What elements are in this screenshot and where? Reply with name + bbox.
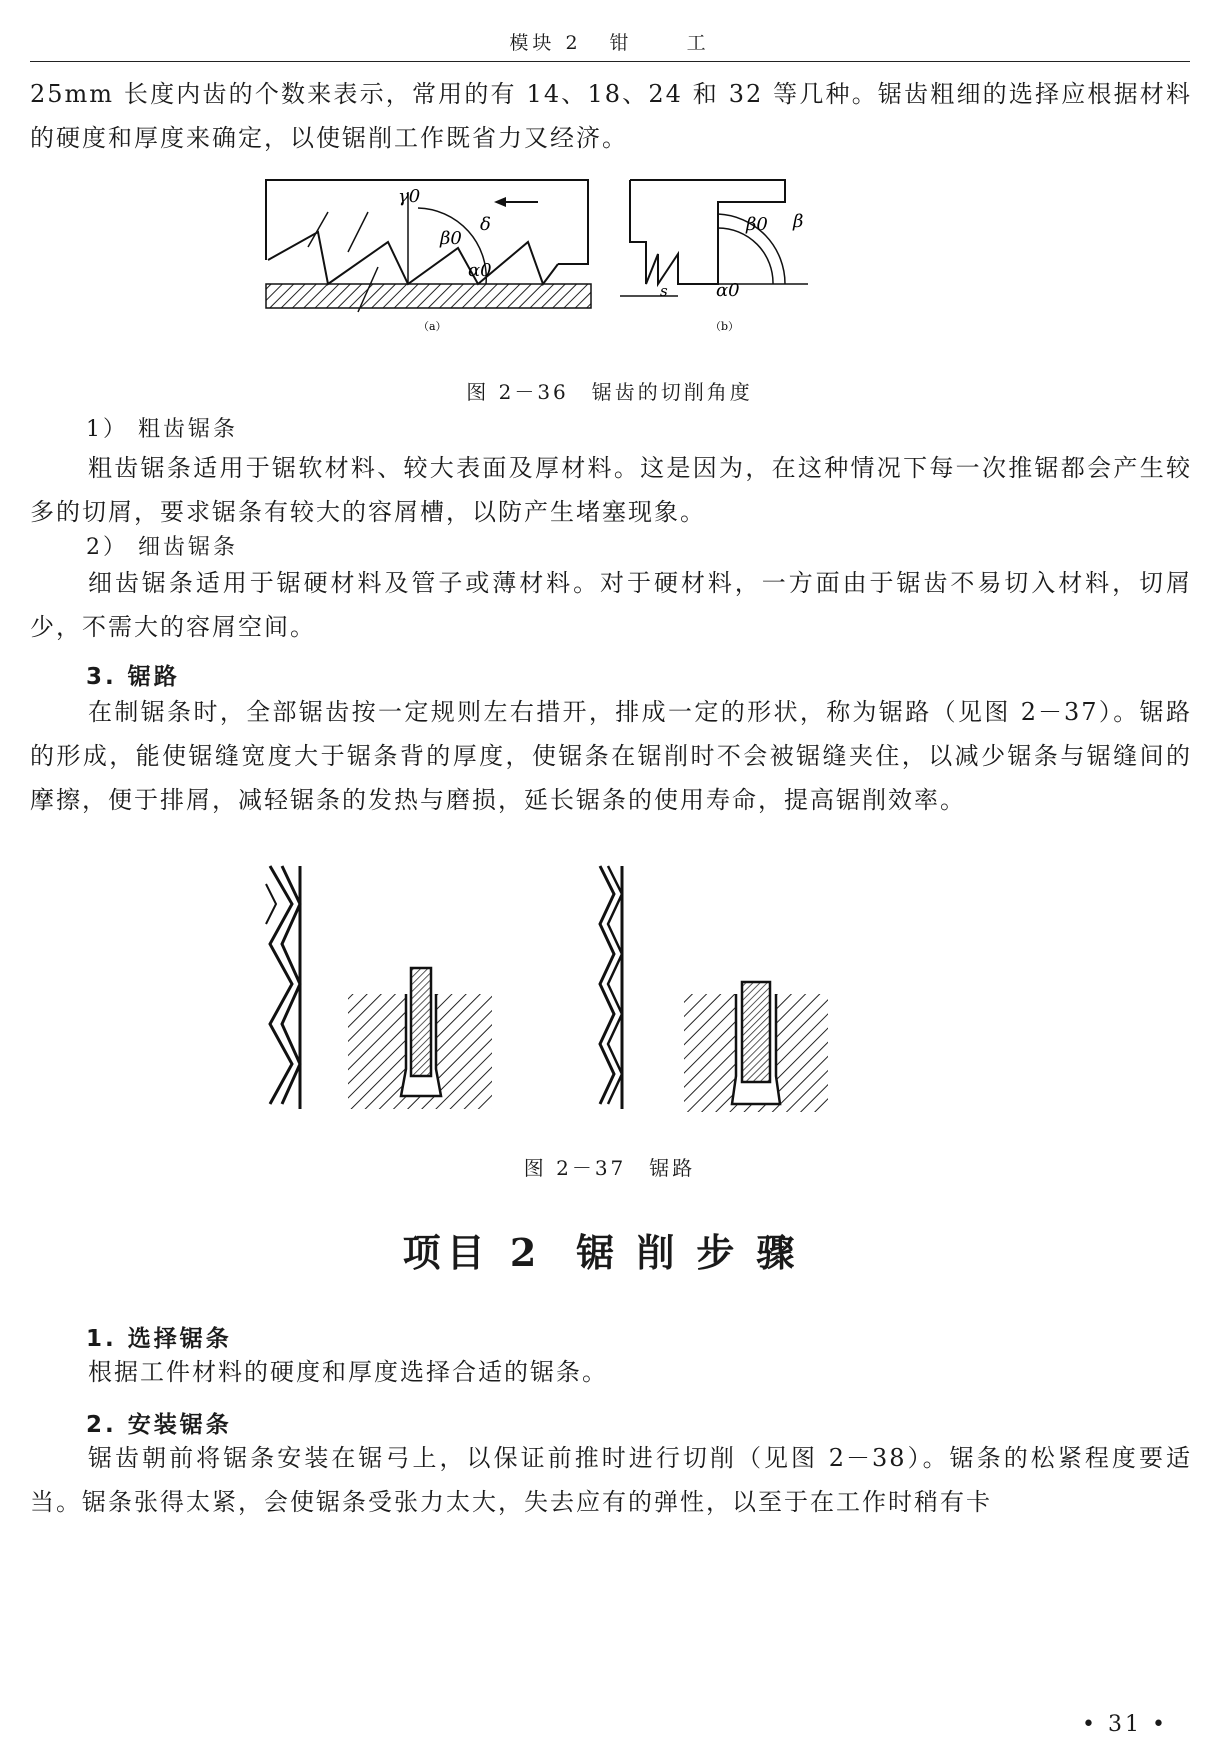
figure-2-37	[256, 864, 836, 1114]
figure-2-36-caption: 图 2－36 锯齿的切削角度	[466, 380, 753, 404]
coarse-paragraph: 粗齿锯条适用于锯软材料、较大表面及厚材料。这是因为，在这种情况下每一次推锯都会产生较多的切屑，要求锯条有较大的容屑槽，以防产生堵塞现象。	[30, 454, 1192, 526]
saw-set-left-slot	[348, 968, 492, 1109]
project-title-text: 锯削步骤	[576, 1230, 817, 1275]
saw-set-left-blade	[266, 866, 300, 1109]
header-rule	[30, 61, 1190, 62]
figure-2-36b	[620, 180, 808, 333]
fine-heading: 2） 细齿锯条	[86, 535, 238, 560]
label-beta: β	[793, 211, 804, 232]
saw-set-heading: 3. 锯路	[86, 664, 180, 690]
saw-set-paragraph: 在制锯条时，全部锯齿按一定规则左右措开，排成一定的形状，称为锯路（见图 2－37）。锯路的形成，能使锯缝宽度大于锯条背的厚度，使锯条在锯削时不会被锯缝夹住，以减少锯条与锯缝间的摩擦，便于排屑，减轻锯条的发热与磨损，延长锯条的使用寿命，提高锯削效率。	[30, 698, 1192, 814]
subcaption-b: （b）	[710, 320, 740, 333]
label-s: s	[660, 282, 668, 300]
subcaption-a: （a）	[418, 320, 447, 333]
label-beta0-a: β0	[440, 228, 462, 249]
header-title-b: 工	[686, 32, 710, 54]
saw-set-right-slot	[684, 982, 828, 1112]
project-title	[0, 1222, 1219, 1277]
running-header	[0, 28, 1219, 55]
fine-paragraph: 细齿锯条适用于锯硬材料及管子或薄材料。对于硬材料，一方面由于锯齿不易切入材料，切屑少，不需大的容屑空间。	[30, 569, 1192, 641]
intro-paragraph: 25mm 长度内齿的个数来表示，常用的有 14、18、24 和 32 等几种。锯齿粗细的选择应根据材料的硬度和厚度来确定，以使锯削工作既省力又经济。	[30, 80, 1192, 152]
label-beta0-b: β0	[746, 214, 768, 235]
label-alpha0-a: α0	[468, 260, 492, 281]
figure-2-36	[258, 172, 833, 347]
step-1-paragraph: 根据工件材料的硬度和厚度选择合适的锯条。	[88, 1358, 608, 1386]
coarse-heading: 1） 粗齿锯条	[86, 417, 238, 442]
page-number: • 31 •	[1082, 1712, 1168, 1737]
header-title-a: 钳	[609, 32, 633, 54]
step-2-paragraph: 锯齿朝前将锯条安装在锯弓上，以保证前推时进行切削（见图 2－38）。锯条的松紧程度要适当。锯条张得太紧，会使锯条受张力太大，失去应有的弹性，以至于在工作时稍有卡	[30, 1444, 1192, 1516]
header-module: 模块 2	[509, 32, 582, 54]
project-title-number: 项目 2	[402, 1230, 543, 1275]
step-1-heading: 1. 选择锯条	[86, 1326, 232, 1352]
label-alpha0-b: α0	[716, 280, 740, 301]
figure-2-37-caption: 图 2－37 锯路	[523, 1156, 696, 1180]
saw-set-right-blade	[600, 866, 622, 1109]
figure-2-36a	[266, 180, 591, 333]
step-2-heading: 2. 安装锯条	[86, 1412, 232, 1438]
label-delta: δ	[480, 214, 491, 235]
label-gamma0: γ0	[398, 186, 421, 207]
